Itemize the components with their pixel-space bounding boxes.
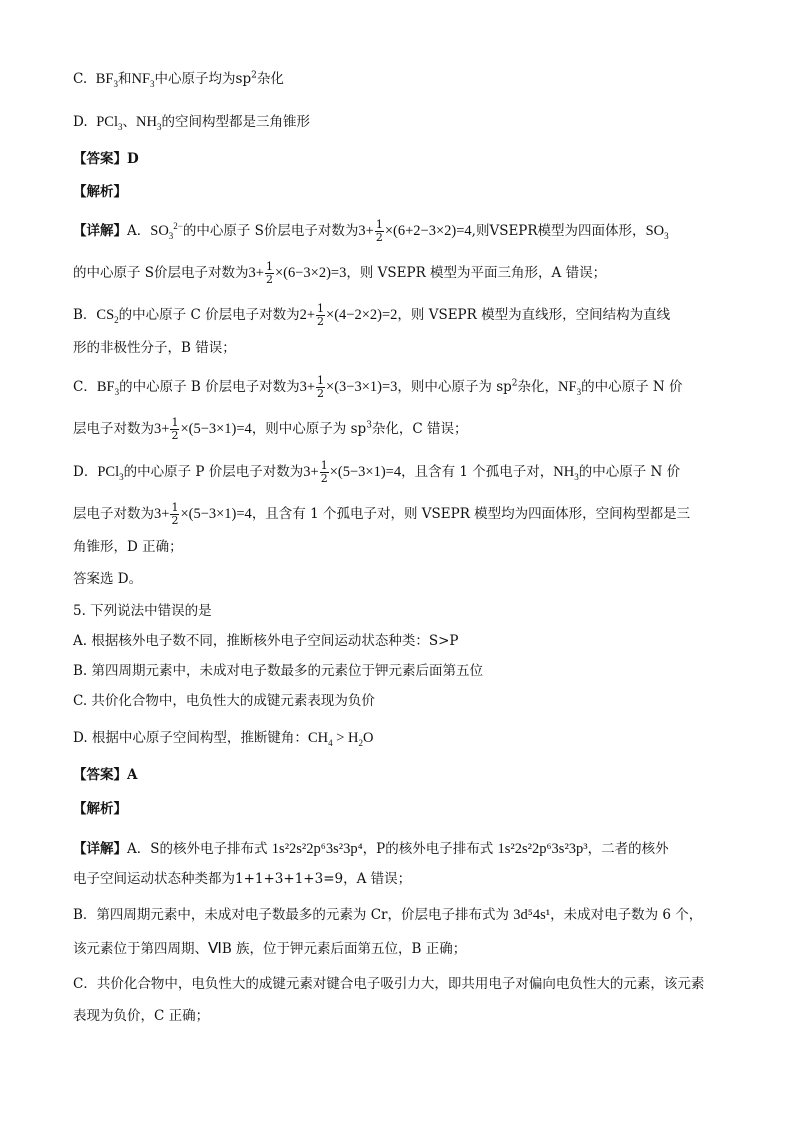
q4-detail-c-line2: 层电子对数为3+ $\frac{1}{2}$ ×(5−3×1)=4，则中心原子为 $sp^3$杂化，C 错误； [73,416,468,442]
q4-option-d: D. PCl$_3$、$NH_3$的空间构型都是三角锥形 [73,114,310,132]
q4-detail-d-line1: D．PCl$_3$的中心原子 P 价层电子对数为3+ $\frac{1}{2}$ ×(5−3×1)=4，且含有 1 个孤电子对，$NH_3$的中心原子 N 价 [73,459,681,485]
q5-option-b: B. 第四周期元素中，未成对电子数最多的元素位于钾元素后面第五位 [73,663,484,679]
fraction-half: $\frac{1}{2}$ [375,218,383,244]
q4-detail-a-line1: 【详解】A．$SO_3^{2-}$的中心原子 S价层电子对数为3+ $\frac{1}{2}$ ×(6+2−3×2)=4,则VSEPR模型为四面体形，$SO_3$ [73,218,669,244]
fraction-half: $\frac{1}{2}$ [317,302,325,328]
q5-option-a: A. 根据核外电子数不同，推断核外电子空间运动状态种类：S>P [73,633,459,649]
q5-detail-c-line1: C．共价化合物中，电负性大的成键元素对键合电子吸引力大，即共用电子对偏向电负性大的元素，该元素 [73,976,705,992]
fraction-half: $\frac{1}{2}$ [171,416,179,442]
q5-analysis-heading: 【解析】 [73,801,127,817]
q4-detail-b-line2: 形的非极性分子，B 错误； [73,340,236,356]
q5-answer: 【答案】A [73,767,138,783]
q4-final-answer: 答案选 D。 [73,571,143,587]
q5-detail-b-line2: 该元素位于第四周期、ⅥB 族，位于钾元素后面第五位，B 正确； [73,941,467,957]
q5-option-d: D. 根据中心原子空间构型，推断键角：$CH_4 > H_2O$ [73,730,374,748]
q5-detail-c-line2: 表现为负价，C 正确； [73,1008,210,1024]
q5-option-c: C. 共价化合物中，电负性大的成键元素表现为负价 [73,693,375,709]
q4-detail-b-line1: B．$CS_2$的中心原子 C 价层电子对数为2+ $\frac{1}{2}$ ×(4−2×2)=2，则 VSEPR 模型为直线形，空间结构为直线 [73,302,671,328]
q4-analysis-heading: 【解析】 [73,184,127,200]
q5-detail-a-line1: 【详解】A．S的核外电子排布式 1s²2s²2p⁶3s²3p⁴，P的核外电子排布式 1s²2s²2p⁶3s²3p³，二者的核外 [73,841,669,857]
q5-detail-a-line2: 电子空间运动状态种类都为1+1+3+1+3=9，A 错误； [73,871,412,887]
q4-answer: 【答案】D [73,151,139,167]
q5-detail-b-line1: B．第四周期元素中，未成对电子数最多的元素为 Cr，价层电子排布式为 3d⁵4s¹，未成对电子数为 6 个， [73,907,703,923]
q4-detail-c-line1: C．$BF_3$的中心原子 B 价层电子对数为3+ $\frac{1}{2}$ ×(3−3×1)=3，则中心原子为 $sp^2$杂化，$NF_3$的中心原子 N 价 [73,374,683,400]
fraction-half: $\frac{1}{2}$ [171,501,179,527]
q4-detail-a-line2: 的中心原子 S价层电子对数为3+ $\frac{1}{2}$ ×(6−3×2)=3，则 VSEPR 模型为平面三角形，A 错误； [73,260,607,286]
q4-detail-d-line2: 层电子对数为3+ $\frac{1}{2}$ ×(5−3×1)=4，且含有 1 个孤电子对，则 VSEPR 模型均为四面体形，空间构型都是三 [73,501,691,527]
q4-detail-d-line3: 角锥形，D 正确； [73,539,183,555]
fraction-half: $\frac{1}{2}$ [317,374,325,400]
fraction-half: $\frac{1}{2}$ [265,260,273,286]
q5-stem: 5. 下列说法中错误的是 [73,603,212,619]
fraction-half: $\frac{1}{2}$ [320,459,328,485]
q4-option-c: C. $BF_3$和$NF_3$中心原子均为$sp^2$杂化 [73,70,284,89]
